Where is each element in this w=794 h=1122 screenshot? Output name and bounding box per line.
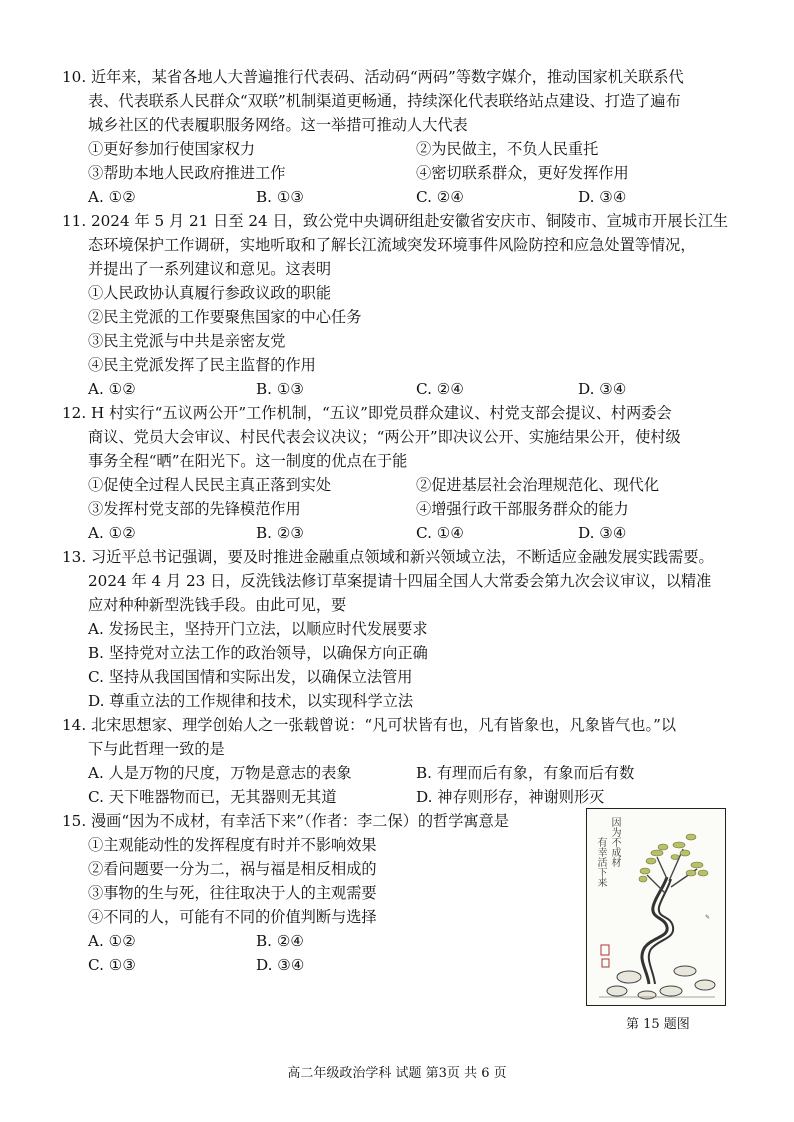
q12-choice-d: D. ③④ (578, 524, 627, 542)
q14-option-a: A. 人是万物的尺度，万物是意志的表象 (88, 764, 352, 782)
cartoon-inscription-1: 因为不成材 (609, 817, 620, 867)
q10-stem-line-1: 10. 近年来，某省各地人大普遍推行代表码、活动码“两码”等数字媒介，推动国家机关联系代 (62, 68, 684, 86)
q12-option-3: ③发挥村党支部的先锋模范作用 (88, 500, 301, 518)
q10-choice-a: A. ①② (88, 188, 136, 206)
q12-stem-line-2: 商议、党员大会审议、村民代表会议决议；“两公开”即决议公开、实施结果公开，使村级 (88, 428, 681, 446)
q11-stem-line-2: 态环境保护工作调研，实地听取和了解长江流域突发环境事件风险防控和应急处置等情况， (88, 236, 696, 254)
q11-option-1: ①人民政协认真履行参政议政的职能 (88, 284, 331, 302)
q15-option-2: ②看问题要一分为二，祸与福是相反相成的 (88, 860, 377, 878)
q11-choice-b: B. ①③ (256, 380, 305, 398)
q12-option-1: ①促使全过程人民民主真正落到实处 (88, 476, 331, 494)
q14-stem-line-2: 下与此哲理一致的是 (88, 740, 225, 758)
q10-option-3: ③帮助本地人民政府推进工作 (88, 164, 286, 182)
q15-option-4: ④不同的人，可能有不同的价值判断与选择 (88, 908, 377, 926)
q11-choice-c: C. ②④ (416, 380, 464, 398)
q11-stem-line-1: 11. 2024 年 5 月 21 日至 24 日，致公党中央调研组赴安徽省安庆市、铜陵市、宣城市开展长江生 (62, 212, 729, 230)
q10-stem-line-3: 城乡社区的代表履职服务网络。这一举措可推动人大代表 (88, 116, 468, 134)
q10-option-1: ①更好参加行使国家权力 (88, 140, 256, 158)
q12-choice-c: C. ①④ (416, 524, 464, 542)
q15-stem-line-1: 15. 漫画“因为不成材，有幸活下来”（作者：李二保）的哲学寓意是 (62, 812, 509, 830)
q15-choice-b: B. ②④ (256, 932, 305, 950)
q13-stem-line-1: 13. 习近平总书记强调，要及时推进金融重点领域和新兴领域立法，不断适应金融发展实践需要。 (62, 548, 714, 566)
q13-option-a: A. 发扬民主，坚持开门立法，以顺应时代发展要求 (88, 620, 428, 638)
q12-stem-line-3: 事务全程“晒”在阳光下。这一制度的优点在于能 (88, 452, 408, 470)
q15-choice-d: D. ③④ (256, 956, 305, 974)
page-footer: 高二年级政治学科 试题 第3页 共 6 页 (287, 1066, 507, 1081)
cartoon-seal-icon (601, 945, 609, 955)
q12-choice-b: B. ②③ (256, 524, 305, 542)
q15-choice-c: C. ①③ (88, 956, 136, 974)
q13-stem-line-3: 应对种种新型洗钱手段。由此可见，要 (88, 596, 347, 614)
q13-option-b: B. 坚持党对立法工作的政治领导，以确保方向正确 (88, 644, 428, 662)
cartoon-drawing (587, 809, 724, 1004)
q10-option-2: ②为民做主，不负人民重托 (416, 140, 599, 158)
q10-stem-line-2: 表、代表联系人民群众“双联”机制渠道更畅通，持续深化代表联络站点建设、打造了遍布 (88, 92, 681, 110)
cartoon-signature: ✎ (705, 914, 711, 921)
q10-choice-b: B. ①③ (256, 188, 305, 206)
tree-trunk-outline (649, 879, 673, 984)
q15-cartoon-figure (586, 808, 726, 1006)
q15-option-3: ③事物的生与死，往往取决于人的主观需要 (88, 884, 377, 902)
q12-stem-line-1: 12. H 村实行“五议两公开”工作机制，“五议”即党员群众建议、村党支部会提议、村两委会 (62, 404, 672, 422)
q10-option-4: ④密切联系群众，更好发挥作用 (416, 164, 629, 182)
tree-trunk (642, 877, 667, 984)
q14-option-c: C. 天下唯器物而已，无其器则无其道 (88, 788, 337, 806)
q13-stem-line-2: 2024 年 4 月 23 日，反洗钱法修订草案提请十四届全国人大常委会第九次会议审议，以精准 (88, 572, 712, 590)
q11-option-2: ②民主党派的工作要聚焦国家的中心任务 (88, 308, 362, 326)
q15-figure-caption: 第 15 题图 (626, 1017, 690, 1032)
q10-choice-d: D. ③④ (578, 188, 627, 206)
cartoon-inscription-2: 有幸活下来 (595, 837, 606, 887)
q11-option-4: ④民主党派发挥了民主监督的作用 (88, 356, 316, 374)
cartoon-seal-2-icon (602, 959, 609, 967)
q10-choice-c: C. ②④ (416, 188, 464, 206)
q11-choice-a: A. ①② (88, 380, 136, 398)
q15-option-1: ①主观能动性的发挥程度有时并不影响效果 (88, 836, 377, 854)
tree-leaves (639, 834, 708, 882)
q13-option-c: C. 坚持从我国国情和实际出发，以确保立法管用 (88, 668, 413, 686)
q14-stem-line-1: 14. 北宋思想家、理学创始人之一张载曾说：“凡可状皆有也，凡有皆象也，凡象皆气也。”以 (62, 716, 677, 734)
q15-choice-a: A. ①② (88, 932, 136, 950)
q13-option-d: D. 尊重立法的工作规律和技术，以实现科学立法 (88, 692, 414, 710)
q12-option-2: ②促进基层社会治理规范化、现代化 (416, 476, 659, 494)
q11-option-3: ③民主党派与中共是亲密友党 (88, 332, 286, 350)
q14-option-d: D. 神存则形存，神谢则形灭 (416, 788, 605, 806)
q14-option-b: B. 有理而后有象，有象而后有数 (416, 764, 635, 782)
q12-choice-a: A. ①② (88, 524, 136, 542)
q11-stem-line-3: 并提出了一系列建议和意见。这表明 (88, 260, 331, 278)
tree-stumps (607, 966, 715, 999)
q12-option-4: ④增强行政干部服务群众的能力 (416, 500, 629, 518)
q11-choice-d: D. ③④ (578, 380, 627, 398)
